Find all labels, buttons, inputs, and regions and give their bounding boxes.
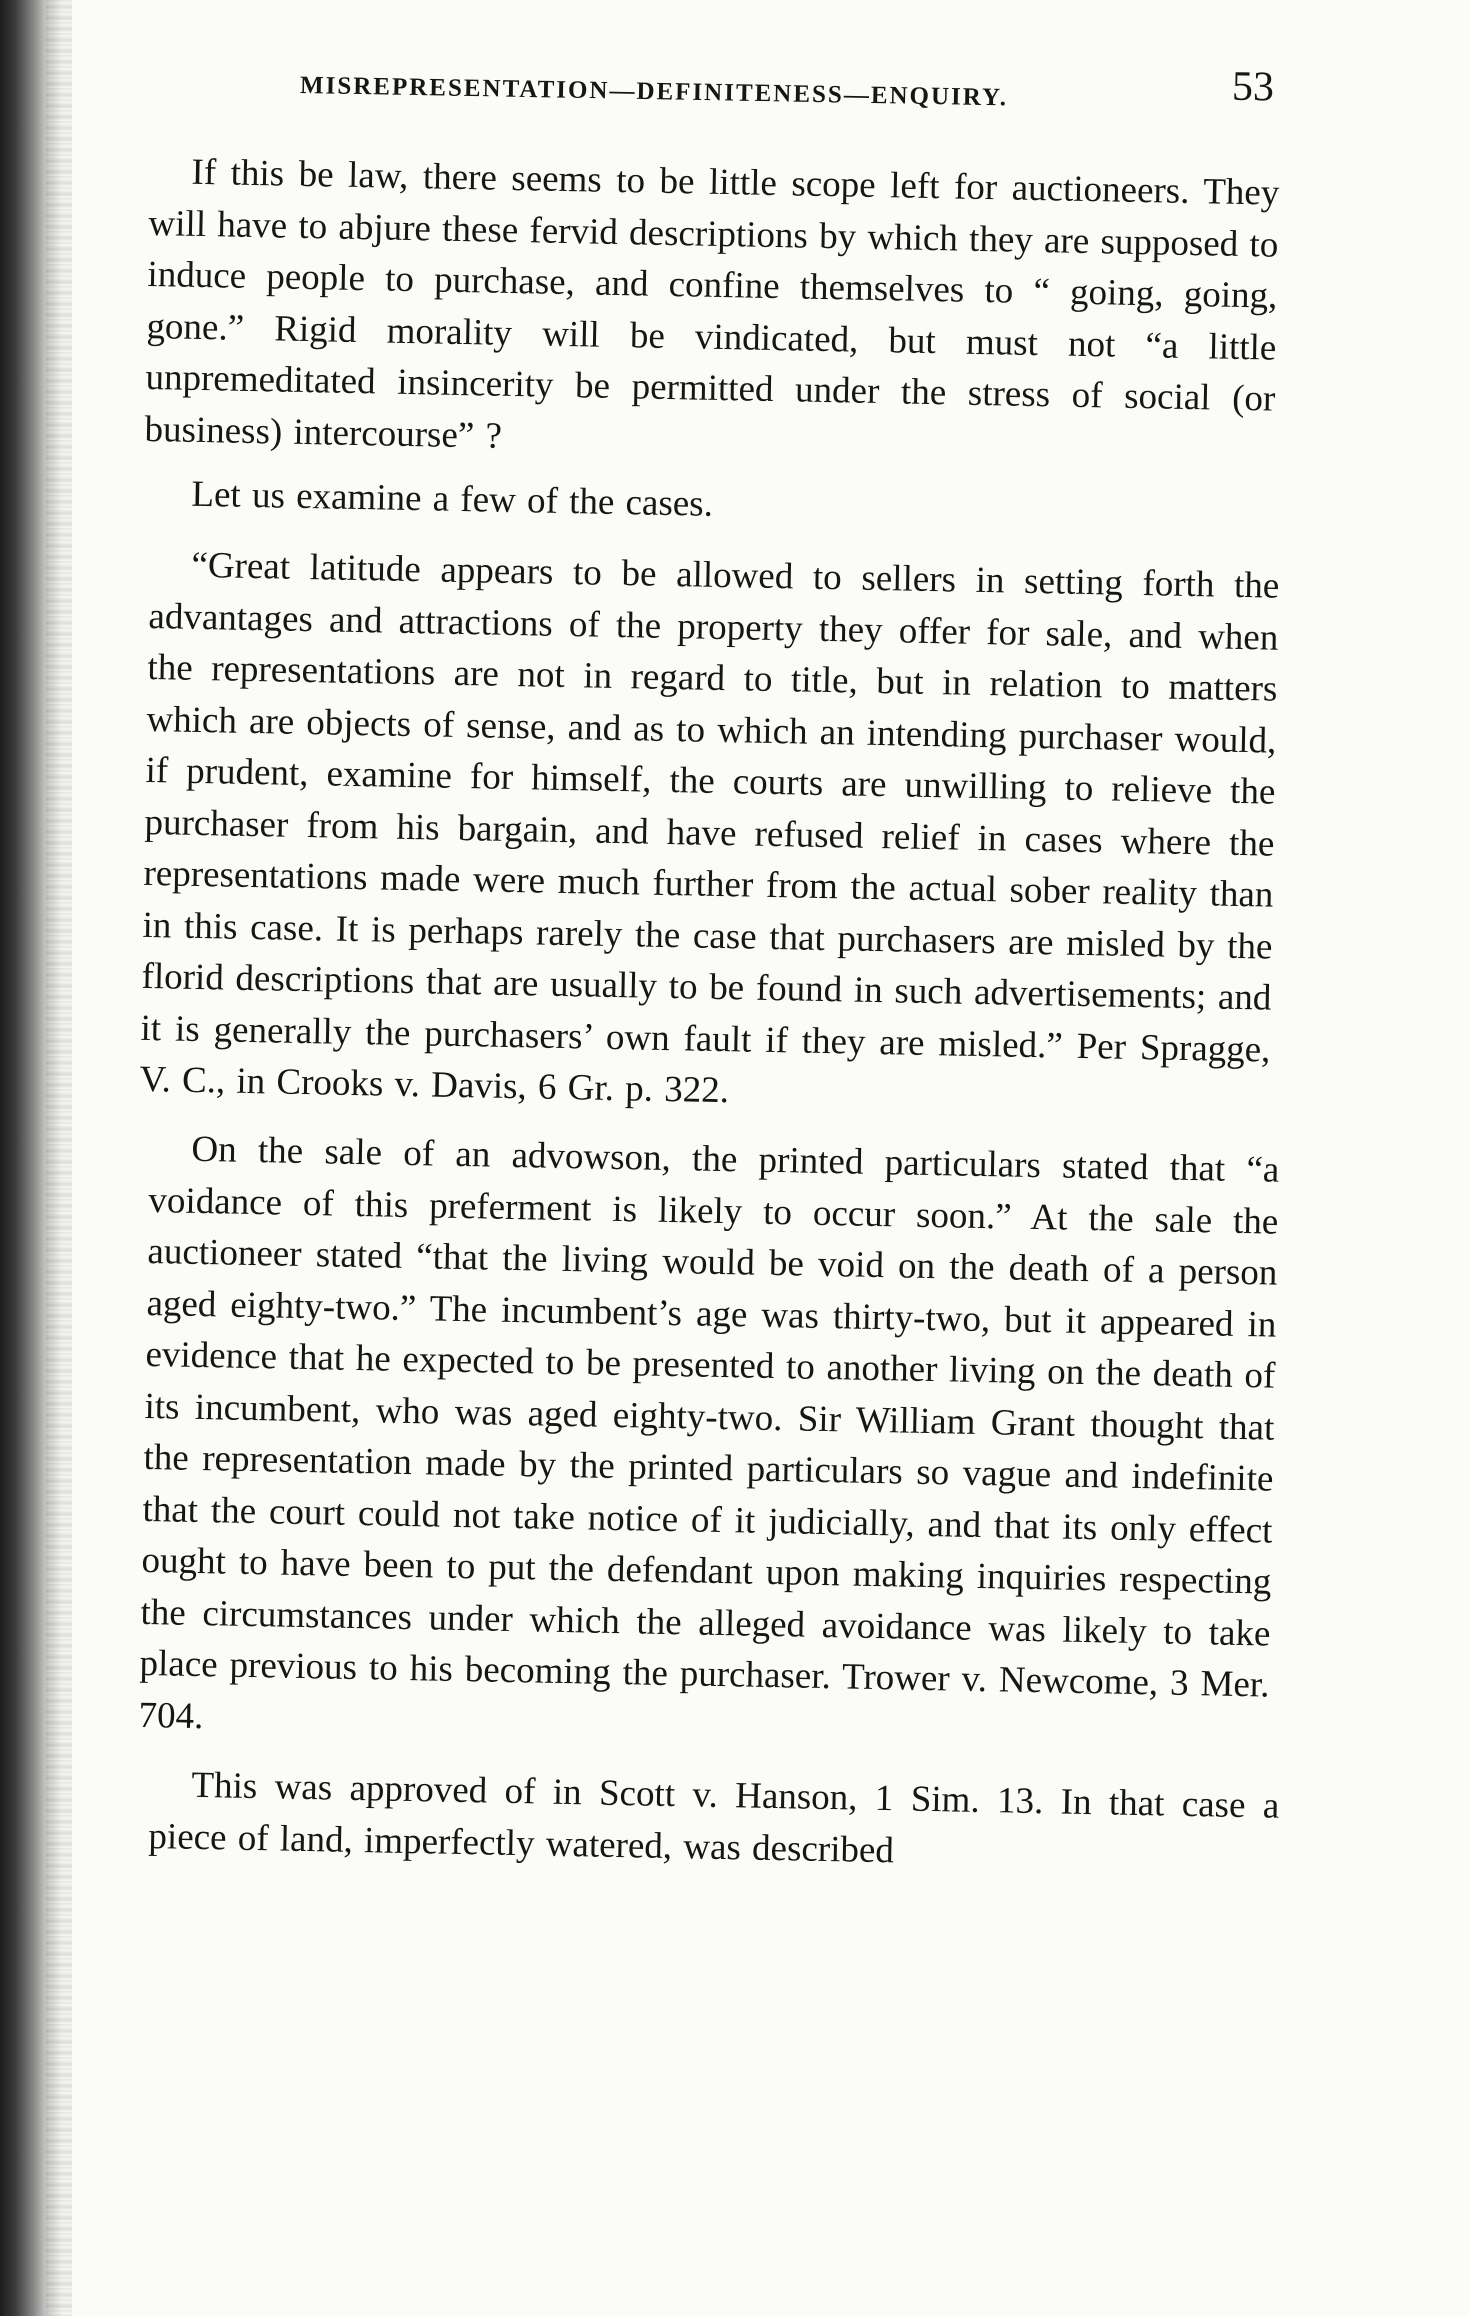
paragraph-advowson: On the sale of an advowson, the printed particulars stated that “a voidance of this preferment is likely to occur soon.” At the sale the auctioneer stated “that the living would be void on the death of a person aged eighty-two.” The incumbent’s age was thirty-two, but it appeared in evidence that he expected to be presented to another living on the death of its incumbent, who was aged eighty-two. Sir William Grant thought that the representation made by the printed particulars so vague and indefinite that the court could not take notice of it judicially, and that its only effect ought to have been to put the defendant upon making inquiries respecting the circumstances under which the alleged avoidance was likely to take place previous to his becoming the purchaser. Trower v. Newcome, 3 Mer. 704. (138, 1128, 1280, 1737)
paragraph-cases-intro: Let us examine a few of the cases. (191, 473, 714, 525)
paragraph-scott-hanson: This was approved of in Scott v. Hanson, 1 Sim. 13. In that case a piece of land, imperfectly watered, was described (148, 1764, 1280, 1871)
running-title: MISREPRESENTATION—DEFINITENESS—ENQUIRY. (299, 72, 1009, 112)
paragraph-auctioneers: If this be law, there seems to be little scope left for auctioneers. They will have to abjure these fervid descriptions by which they are supposed to induce people to purchase, and confine themselves to “ going, going, gone.” Rigid morality will be vindicated, but must not “a little unpremeditated insincerity be permitted under the stress of social (or business) intercourse” ? (144, 151, 1280, 457)
page-header (150, 60, 1280, 152)
binding-texture (46, 0, 72, 2316)
page-number: 53 (1231, 63, 1275, 111)
page-body (138, 146, 1280, 1871)
paragraph-crooks-quote: “Great latitude appears to be allowed to sellers in setting forth the advantages and attractions of the property they offer for sale, and when the representations are not in regard to title, but in relation to matters which are objects of sense, and as to which an intending purchaser would, if prudent, examine for himself, the courts are unwilling to relieve the purchaser from his bargain, and have refused relief in cases where the representations made were much further from the actual sober reality than in this case. It is perhaps rarely the case that purchasers are misled by the florid descriptions that are usually to be found in such advertisements; and it is generally the purchasers’ own fault if they are misled.” Per Spragge, V. C., in Crooks v. Davis, 6 Gr. p. 322. (139, 544, 1280, 1111)
book-page (138, 60, 1280, 2260)
